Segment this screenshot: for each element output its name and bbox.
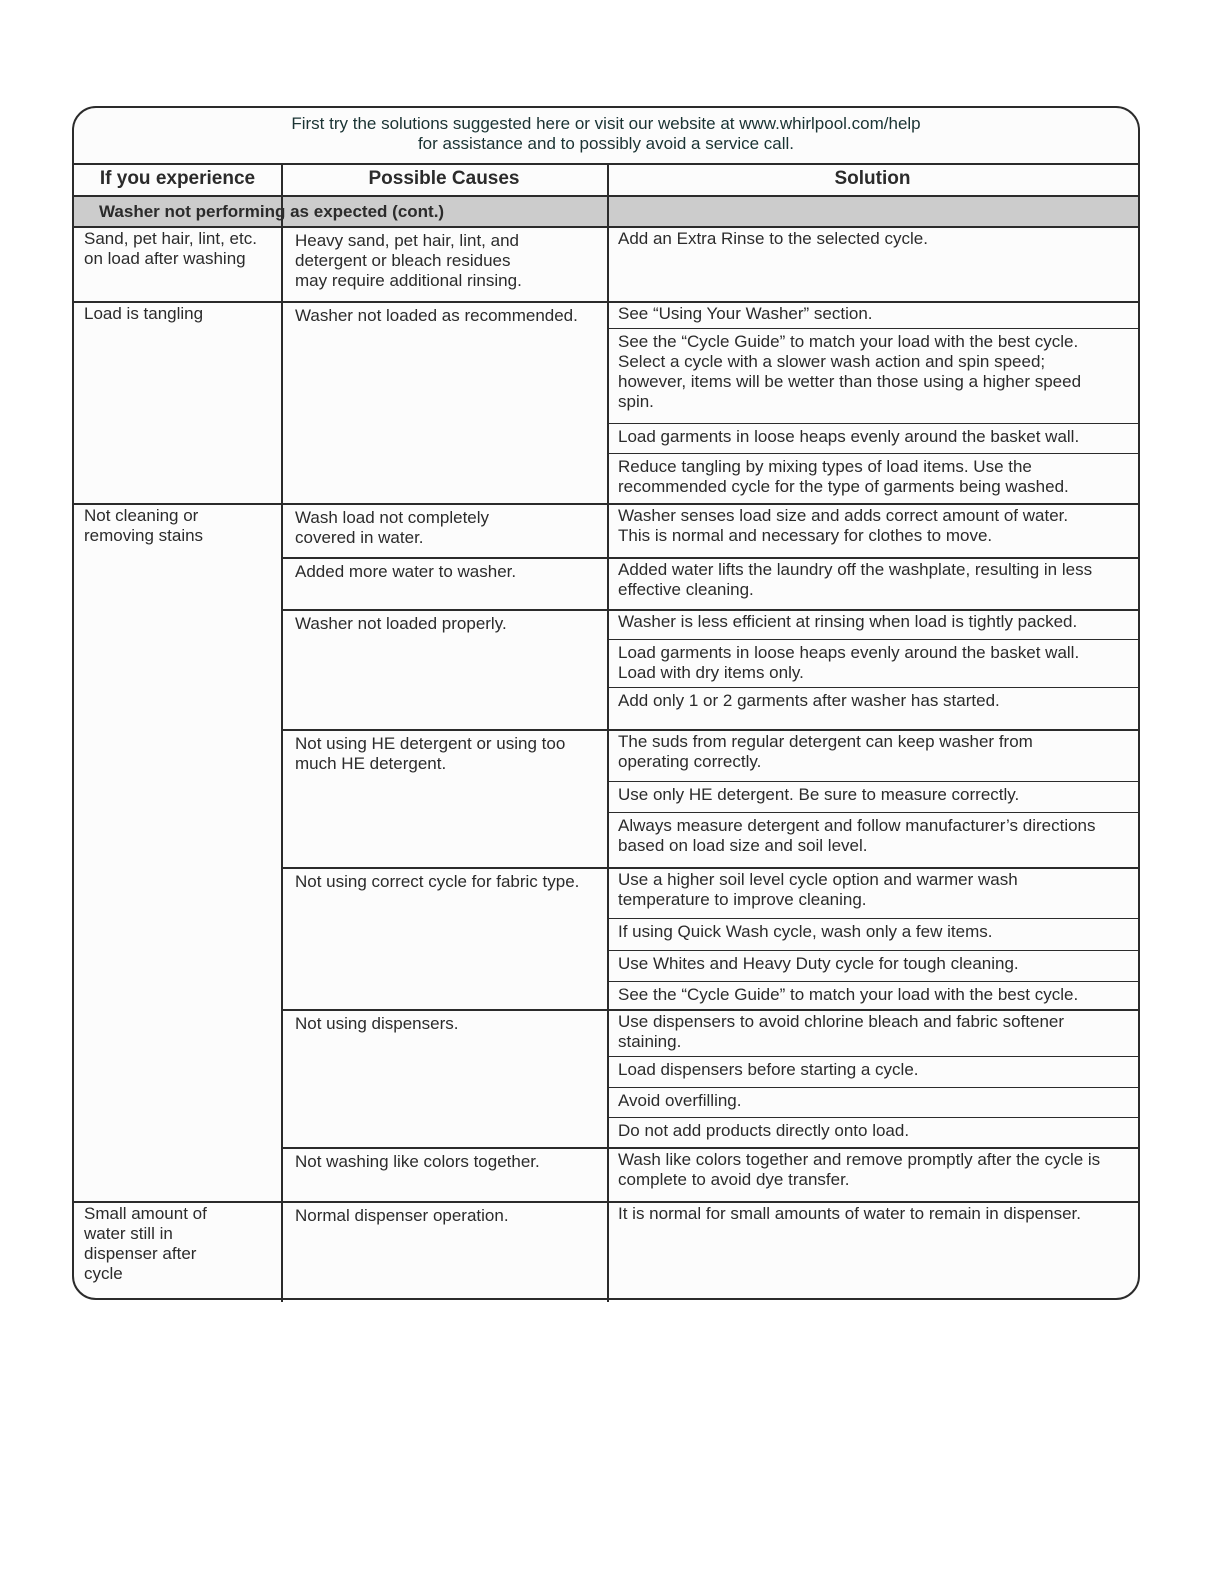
possible-cause: Washer not loaded properly. <box>295 614 507 633</box>
solution-text: Added water lifts the laundry off the washplate, resulting in less effective cleaning. <box>618 560 1093 599</box>
header-experience: If you experience <box>99 168 256 189</box>
solution-text: See the “Cycle Guide” to match your load with the best cycle. Select a cycle with a slower wash action and spin speed; however, items will be wetter than those using a higher speed spin. <box>618 332 1082 411</box>
solution-text: Add an Extra Rinse to the selected cycle. <box>618 229 928 248</box>
solution-text: Use only HE detergent. Be sure to measure correctly. <box>618 785 1020 804</box>
possible-cause: Not using dispensers. <box>295 1014 459 1033</box>
problem-experience: Small amount of water still in dispenser after cycle <box>84 1204 207 1283</box>
intro-note: First try the solutions suggested here or visit our website at www.whirlpool.com/help for assistance and to possibly avoid a service call. <box>291 114 921 153</box>
possible-cause: Normal dispenser operation. <box>295 1206 509 1225</box>
solution-text: Avoid overfilling. <box>618 1091 742 1110</box>
solution-text: Wash like colors together and remove promptly after the cycle is complete to avoid dye transfer. <box>618 1150 1101 1189</box>
possible-cause: Not using correct cycle for fabric type. <box>295 872 580 891</box>
solution-text: Always measure detergent and follow manufacturer’s directions based on load size and soil level. <box>618 816 1096 855</box>
solution-text: See “Using Your Washer” section. <box>618 304 873 323</box>
solution-text: See the “Cycle Guide” to match your load with the best cycle. <box>618 985 1079 1004</box>
solution-text: Washer senses load size and adds correct amount of water. This is normal and necessary for clothes to move. <box>618 506 1069 545</box>
solution-text: Load dispensers before starting a cycle. <box>618 1060 919 1079</box>
solution-text: If using Quick Wash cycle, wash only a few items. <box>618 922 993 941</box>
problem-experience: Sand, pet hair, lint, etc. on load after washing <box>84 229 257 268</box>
possible-cause: Added more water to washer. <box>295 562 517 581</box>
solution-text: Use dispensers to avoid chlorine bleach and fabric softener staining. <box>618 1012 1065 1051</box>
header-solution: Solution <box>834 168 911 189</box>
solution-text: Use Whites and Heavy Duty cycle for tough cleaning. <box>618 954 1019 973</box>
troubleshooting-table <box>72 106 1140 1300</box>
section-band <box>74 197 1138 226</box>
header-causes: Possible Causes <box>368 168 520 189</box>
possible-cause: Washer not loaded as recommended. <box>295 306 578 325</box>
possible-cause: Not washing like colors together. <box>295 1152 540 1171</box>
solution-text: Do not add products directly onto load. <box>618 1121 910 1140</box>
possible-cause: Not using HE detergent or using too much HE detergent. <box>295 734 566 773</box>
solution-text: It is normal for small amounts of water to remain in dispenser. <box>618 1204 1081 1223</box>
possible-cause: Wash load not completely covered in water. <box>295 508 490 547</box>
solution-text: Load garments in loose heaps evenly around the basket wall. Load with dry items only. <box>618 643 1080 682</box>
section-title: Washer not performing as expected (cont.) <box>99 202 445 221</box>
problem-experience: Not cleaning or removing stains <box>84 506 204 545</box>
solution-text: Use a higher soil level cycle option and warmer wash temperature to improve cleaning. <box>618 870 1018 909</box>
solution-text: Reduce tangling by mixing types of load items. Use the recommended cycle for the type of garments being washed. <box>618 457 1069 496</box>
solution-text: Washer is less efficient at rinsing when load is tightly packed. <box>618 612 1078 631</box>
solution-text: The suds from regular detergent can keep washer from operating correctly. <box>618 732 1033 771</box>
problem-experience: Load is tangling <box>84 304 204 323</box>
solution-text: Add only 1 or 2 garments after washer has started. <box>618 691 1000 710</box>
solution-text: Load garments in loose heaps evenly around the basket wall. <box>618 427 1080 446</box>
possible-cause: Heavy sand, pet hair, lint, and detergent or bleach residues may require additional rinsing. <box>295 231 522 290</box>
